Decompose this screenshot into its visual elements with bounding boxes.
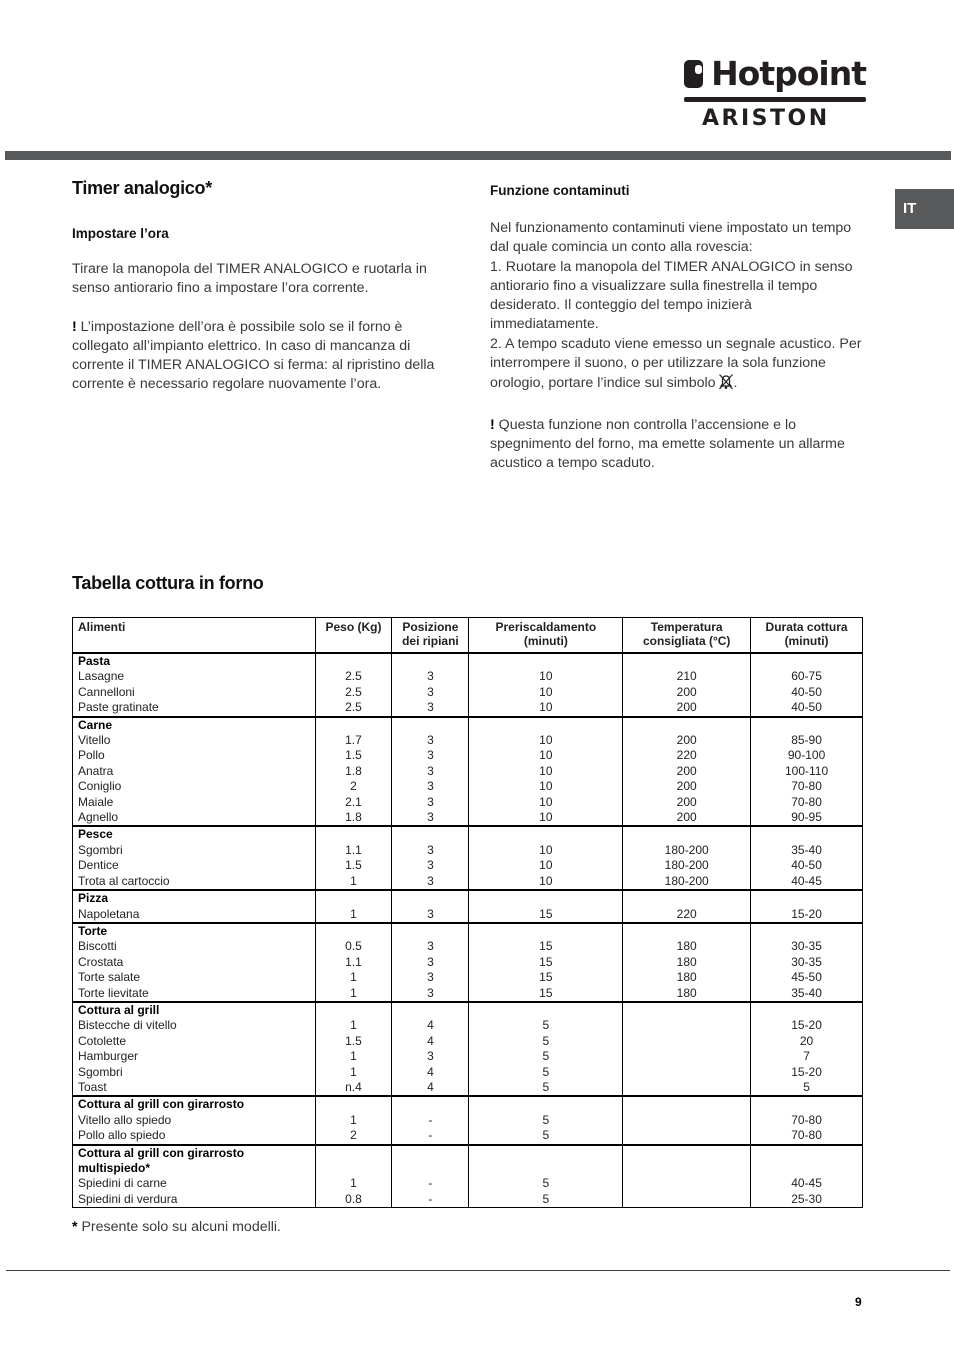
cell-weight	[315, 923, 392, 1002]
group-name: Pizza	[78, 891, 109, 906]
value-shelf: 3	[427, 873, 434, 888]
value-preheat: 10	[539, 748, 553, 763]
food-name: Paste gratinate	[78, 700, 159, 715]
logo-subname: ARISTON	[702, 106, 830, 131]
cell-food	[73, 653, 316, 717]
cell-preheat	[469, 1002, 623, 1096]
table-title: Tabella cottura in forno	[72, 573, 264, 593]
cell-preheat	[469, 653, 623, 717]
value-time: 60-75	[791, 669, 822, 684]
value-shelf: -	[428, 1176, 433, 1191]
value-time: 70-80	[791, 779, 822, 794]
value-weight: 1	[350, 1064, 357, 1079]
header-temperature-line-2: consigliata (°C)	[642, 634, 731, 648]
cell-temp	[623, 717, 751, 827]
value-time: 15-20	[791, 1018, 822, 1033]
contaminuti-paragraph-3	[490, 416, 862, 474]
contaminuti-step-2-text: 2. A tempo scaduto viene emesso un segnale acustico. Per interrompere il suono, o per utilizzare la sola funzione orologio, portare l’indice sul simbolo	[490, 335, 862, 392]
page-number: 9	[855, 1295, 862, 1309]
food-name: Coniglio	[78, 779, 122, 794]
food-name: Napoletana	[78, 906, 140, 921]
food-name: Toast	[78, 1079, 107, 1094]
value-temp	[628, 1065, 745, 1080]
value-temp	[628, 1176, 745, 1191]
value-weight: 2.5	[345, 700, 362, 715]
value-shelf: -	[428, 1112, 433, 1127]
value-temp: 220	[676, 906, 697, 921]
cell-shelf	[392, 1002, 469, 1096]
food-name: Cannelloni	[78, 684, 135, 699]
value-weight: 2	[350, 1128, 357, 1143]
cell-weight	[315, 1145, 392, 1208]
value-time: 35-40	[791, 842, 822, 857]
bell-crossed-icon	[718, 373, 734, 396]
value-weight: 1	[350, 1176, 357, 1191]
value-temp	[628, 1034, 745, 1049]
cell-time	[751, 890, 863, 923]
header-rule	[5, 151, 951, 160]
value-shelf: 3	[427, 985, 434, 1000]
logo-divider	[684, 97, 866, 102]
value-shelf: 3	[427, 810, 434, 825]
cell-shelf	[392, 653, 469, 717]
warning-mark: !	[72, 318, 77, 335]
cell-weight	[315, 1096, 392, 1144]
value-temp: 220	[676, 748, 697, 763]
value-preheat: 10	[539, 684, 553, 699]
footer-rule	[6, 1270, 950, 1271]
footnote-mark: *	[72, 1219, 78, 1235]
food-name: Vitello	[78, 733, 111, 748]
value-preheat: 5	[542, 1033, 550, 1048]
cell-shelf	[392, 717, 469, 827]
value-time: 45-50	[791, 970, 822, 985]
header-temperature	[623, 618, 751, 654]
table-row	[73, 826, 863, 890]
contaminuti-paragraph-1: Nel funzionamento contaminuti viene impostato un tempo dal quale comincia un conto alla rovescia:	[490, 220, 852, 256]
footnote-text: Presente solo su alcuni modelli.	[77, 1219, 281, 1235]
value-time: 40-50	[791, 858, 822, 873]
value-weight: 1	[350, 906, 357, 921]
group-name: Cottura al grill con girarrosto	[78, 1145, 245, 1160]
cell-shelf	[392, 826, 469, 890]
value-shelf: 3	[427, 906, 434, 921]
value-shelf: 4	[427, 1079, 434, 1094]
value-time: 70-80	[791, 1112, 822, 1127]
footnote	[72, 1219, 281, 1235]
value-preheat: 15	[539, 970, 553, 985]
cell-preheat	[469, 890, 623, 923]
value-time: 5	[803, 1079, 810, 1094]
contaminuti-step-2-end: .	[733, 375, 738, 392]
value-weight: 2.5	[345, 684, 362, 699]
header-cooking-time	[751, 618, 863, 654]
cell-temp	[623, 826, 751, 890]
value-weight: 1	[350, 1049, 357, 1064]
cooking-table	[72, 617, 863, 1208]
cell-time	[751, 826, 863, 890]
cell-food	[73, 1145, 316, 1208]
cell-time	[751, 923, 863, 1002]
timer-paragraph-1: Tirare la manopola del TIMER ANALOGICO e ruotarla in senso antiorario fino a impostare l’ora corrente.	[72, 261, 427, 297]
cell-temp	[623, 1096, 751, 1144]
value-temp: 200	[676, 810, 697, 825]
food-name: Spiedini di verdura	[78, 1191, 178, 1206]
header-shelf-line-1: Posizione	[402, 620, 459, 634]
cell-preheat	[469, 1096, 623, 1144]
value-temp: 200	[676, 779, 697, 794]
header-temperature-line-1: Temperatura	[650, 620, 723, 634]
value-weight: 1.1	[345, 954, 362, 969]
value-preheat: 5	[542, 1079, 550, 1094]
value-temp	[628, 1113, 745, 1128]
group-name: Pesce	[78, 827, 113, 842]
food-name: Pollo	[78, 748, 105, 763]
value-shelf: 3	[427, 858, 434, 873]
value-temp: 180	[676, 985, 697, 1000]
food-name: Pollo allo spiedo	[78, 1128, 166, 1143]
value-weight: 1	[350, 1112, 357, 1127]
value-weight: 1	[350, 985, 357, 1000]
table-row	[73, 653, 863, 717]
food-name: Spiedini di carne	[78, 1176, 167, 1191]
value-weight: 0.8	[345, 1191, 362, 1206]
value-preheat: 5	[542, 1112, 550, 1127]
value-shelf: 3	[427, 939, 434, 954]
cell-time	[751, 653, 863, 717]
group-name: Cottura al grill	[78, 1002, 160, 1017]
contaminuti-title: Funzione contaminuti	[490, 183, 630, 198]
cell-food	[73, 890, 316, 923]
value-time: 15-20	[791, 1064, 822, 1079]
value-shelf: 3	[427, 669, 434, 684]
cell-preheat	[469, 826, 623, 890]
food-name: Vitello allo spiedo	[78, 1112, 172, 1127]
cell-weight	[315, 1002, 392, 1096]
value-temp	[628, 1018, 745, 1033]
food-name: Torte lievitate	[78, 985, 149, 1000]
value-time: 7	[803, 1049, 810, 1064]
value-weight: 1	[350, 873, 357, 888]
value-time: 30-35	[791, 939, 822, 954]
value-time: 40-50	[791, 700, 822, 715]
food-name: Lasagne	[78, 669, 125, 684]
value-weight: 2.5	[345, 669, 362, 684]
cell-temp	[623, 1002, 751, 1096]
food-name: Torte salate	[78, 970, 141, 985]
value-temp: 180-200	[664, 858, 709, 873]
table-row	[73, 923, 863, 1002]
value-shelf: 3	[427, 733, 434, 748]
group-name: Carne	[78, 717, 113, 732]
value-temp	[628, 1080, 745, 1095]
cell-temp	[623, 1145, 751, 1208]
value-time: 25-30	[791, 1191, 822, 1206]
value-shelf: 4	[427, 1064, 434, 1079]
food-name: Agnello	[78, 810, 119, 825]
header-shelf-line-2: dei ripiani	[402, 634, 459, 648]
value-time: 85-90	[791, 733, 822, 748]
value-weight: 1	[350, 970, 357, 985]
contaminuti-section	[490, 183, 862, 474]
value-preheat: 5	[542, 1064, 550, 1079]
value-temp: 180	[676, 954, 697, 969]
cell-temp	[623, 923, 751, 1002]
value-shelf: -	[428, 1191, 433, 1206]
value-weight: 1.8	[345, 763, 362, 778]
table-header-row	[73, 618, 863, 654]
value-shelf: 3	[427, 763, 434, 778]
value-shelf: 3	[427, 779, 434, 794]
value-weight: 2	[350, 779, 357, 794]
food-name: Hamburger	[78, 1049, 139, 1064]
value-preheat: 5	[542, 1049, 550, 1064]
cell-preheat	[469, 1145, 623, 1208]
value-shelf: 3	[427, 842, 434, 857]
value-weight: n.4	[345, 1079, 362, 1094]
value-preheat: 10	[539, 810, 553, 825]
header-time-line-2: (minuti)	[784, 634, 829, 648]
food-name: Bistecche di vitello	[78, 1018, 177, 1033]
timer-subtitle: Impostare l’ora	[72, 226, 169, 241]
value-temp: 180	[676, 939, 697, 954]
food-name: Crostata	[78, 954, 124, 969]
value-preheat: 5	[542, 1176, 550, 1191]
value-shelf: 3	[427, 794, 434, 809]
value-preheat: 10	[539, 733, 553, 748]
table-body	[73, 653, 863, 1208]
table-row	[73, 1145, 863, 1208]
header-food: Alimenti	[73, 618, 316, 654]
value-weight: 0.5	[345, 939, 362, 954]
value-time: 35-40	[791, 985, 822, 1000]
food-name: Sgombri	[78, 842, 123, 857]
value-time: 90-95	[791, 810, 822, 825]
value-temp: 200	[676, 700, 697, 715]
logo-mark-icon	[684, 60, 703, 88]
cell-time	[751, 1145, 863, 1208]
value-shelf: 3	[427, 1049, 434, 1064]
cell-food	[73, 717, 316, 827]
table-row	[73, 1096, 863, 1144]
cell-food	[73, 1002, 316, 1096]
cell-shelf	[392, 923, 469, 1002]
group-name: Cottura al grill con girarrosto	[78, 1097, 245, 1112]
cell-food	[73, 826, 316, 890]
group-name-line-2: multispiedo*	[78, 1161, 151, 1175]
header-weight: Peso (Kg)	[315, 618, 392, 654]
value-preheat: 15	[539, 906, 553, 921]
value-preheat: 15	[539, 954, 553, 969]
value-shelf: 3	[427, 684, 434, 699]
value-time: 100-110	[784, 763, 829, 778]
value-time: 70-80	[791, 794, 822, 809]
value-temp: 200	[676, 733, 697, 748]
header-preheat-line-1: Preriscaldamento	[495, 620, 597, 634]
value-shelf: -	[428, 1128, 433, 1143]
value-weight: 1	[350, 1018, 357, 1033]
value-preheat: 15	[539, 985, 553, 1000]
value-time: 40-50	[791, 684, 822, 699]
value-preheat: 10	[539, 794, 553, 809]
cell-shelf	[392, 1096, 469, 1144]
cell-weight	[315, 826, 392, 890]
value-weight: 1.1	[345, 842, 362, 857]
value-preheat: 10	[539, 779, 553, 794]
timer-paragraph-2	[72, 318, 452, 395]
value-weight: 1.7	[345, 733, 362, 748]
value-preheat: 5	[542, 1018, 550, 1033]
value-preheat: 5	[542, 1191, 550, 1206]
value-temp: 180-200	[664, 873, 709, 888]
value-weight: 2.1	[345, 794, 362, 809]
value-shelf: 3	[427, 700, 434, 715]
value-time: 40-45	[791, 1176, 822, 1191]
value-shelf: 3	[427, 748, 434, 763]
value-preheat: 5	[542, 1128, 550, 1143]
cell-preheat	[469, 923, 623, 1002]
food-name: Maiale	[78, 794, 114, 809]
contaminuti-step-2	[490, 335, 862, 397]
value-temp: 180-200	[664, 842, 709, 857]
value-temp	[628, 1128, 745, 1143]
logo-brand-name: Hotpoint	[711, 54, 866, 93]
timer-title: Timer analogico*	[72, 178, 212, 198]
value-preheat: 10	[539, 873, 553, 888]
header-preheat-line-2: (minuti)	[523, 634, 568, 648]
language-tab: IT	[895, 189, 954, 229]
value-shelf: 3	[427, 970, 434, 985]
value-temp: 180	[676, 970, 697, 985]
food-name: Sgombri	[78, 1064, 123, 1079]
value-preheat: 10	[539, 700, 553, 715]
group-name: Pasta	[78, 654, 111, 668]
food-name: Dentice	[78, 858, 119, 873]
cell-weight	[315, 890, 392, 923]
value-temp	[628, 1192, 745, 1207]
timer-warning-text: L’impostazione dell’ora è possibile solo se il forno è collegato all’impianto elettrico. In caso di mancanza di corrente il TIMER ANALOGICO si ferma: al ripristino della corrente è necessario regolare nuovamente l’ora.	[72, 318, 435, 393]
cell-weight	[315, 717, 392, 827]
timer-section	[72, 178, 452, 395]
warning-mark: !	[490, 416, 495, 433]
value-weight: 1.8	[345, 810, 362, 825]
cell-time	[751, 1002, 863, 1096]
value-temp: 200	[676, 684, 697, 699]
contaminuti-warning-text: Questa funzione non controlla l’accensione e lo spegnimento del forno, ma emette solamente un allarme acustico a tempo scaduto.	[490, 416, 845, 472]
value-shelf: 4	[427, 1033, 434, 1048]
header-preheat	[469, 618, 623, 654]
value-time: 40-45	[791, 873, 822, 888]
food-name: Anatra	[78, 763, 114, 778]
value-preheat: 10	[539, 669, 553, 684]
header-time-line-1: Durata cottura	[765, 620, 848, 634]
value-preheat: 15	[539, 939, 553, 954]
hotpoint-ariston-logo	[684, 56, 866, 132]
food-name: Trota al cartoccio	[78, 873, 170, 888]
value-preheat: 10	[539, 763, 553, 778]
cell-food	[73, 1096, 316, 1144]
cell-time	[751, 717, 863, 827]
value-time: 30-35	[791, 954, 822, 969]
value-temp: 210	[676, 669, 697, 684]
cell-food	[73, 923, 316, 1002]
food-name: Biscotti	[78, 939, 117, 954]
group-name: Torte	[78, 923, 108, 938]
cell-temp	[623, 890, 751, 923]
value-weight: 1.5	[345, 1033, 362, 1048]
cell-shelf	[392, 890, 469, 923]
cell-preheat	[469, 717, 623, 827]
table-row	[73, 890, 863, 923]
value-temp: 200	[676, 763, 697, 778]
cell-time	[751, 1096, 863, 1144]
value-weight: 1.5	[345, 748, 362, 763]
value-time: 15-20	[791, 906, 822, 921]
value-temp: 200	[676, 794, 697, 809]
value-time: 90-100	[787, 748, 826, 763]
value-time: 20	[799, 1033, 814, 1048]
value-shelf: 3	[427, 954, 434, 969]
value-weight: 1.5	[345, 858, 362, 873]
cell-temp	[623, 653, 751, 717]
value-time: 70-80	[791, 1128, 822, 1143]
table-row	[73, 717, 863, 827]
food-name: Cotolette	[78, 1033, 127, 1048]
header-shelf	[392, 618, 469, 654]
table-row	[73, 1002, 863, 1096]
cell-weight	[315, 653, 392, 717]
cell-shelf	[392, 1145, 469, 1208]
value-preheat: 10	[539, 842, 553, 857]
value-shelf: 4	[427, 1018, 434, 1033]
value-temp	[628, 1049, 745, 1064]
value-preheat: 10	[539, 858, 553, 873]
contaminuti-step-1: 1. Ruotare la manopola del TIMER ANALOGICO in senso antiorario fino a visualizzare sulla finestrella il tempo desiderato. Il conteggio del tempo inizierà immediatamente.	[490, 258, 853, 333]
